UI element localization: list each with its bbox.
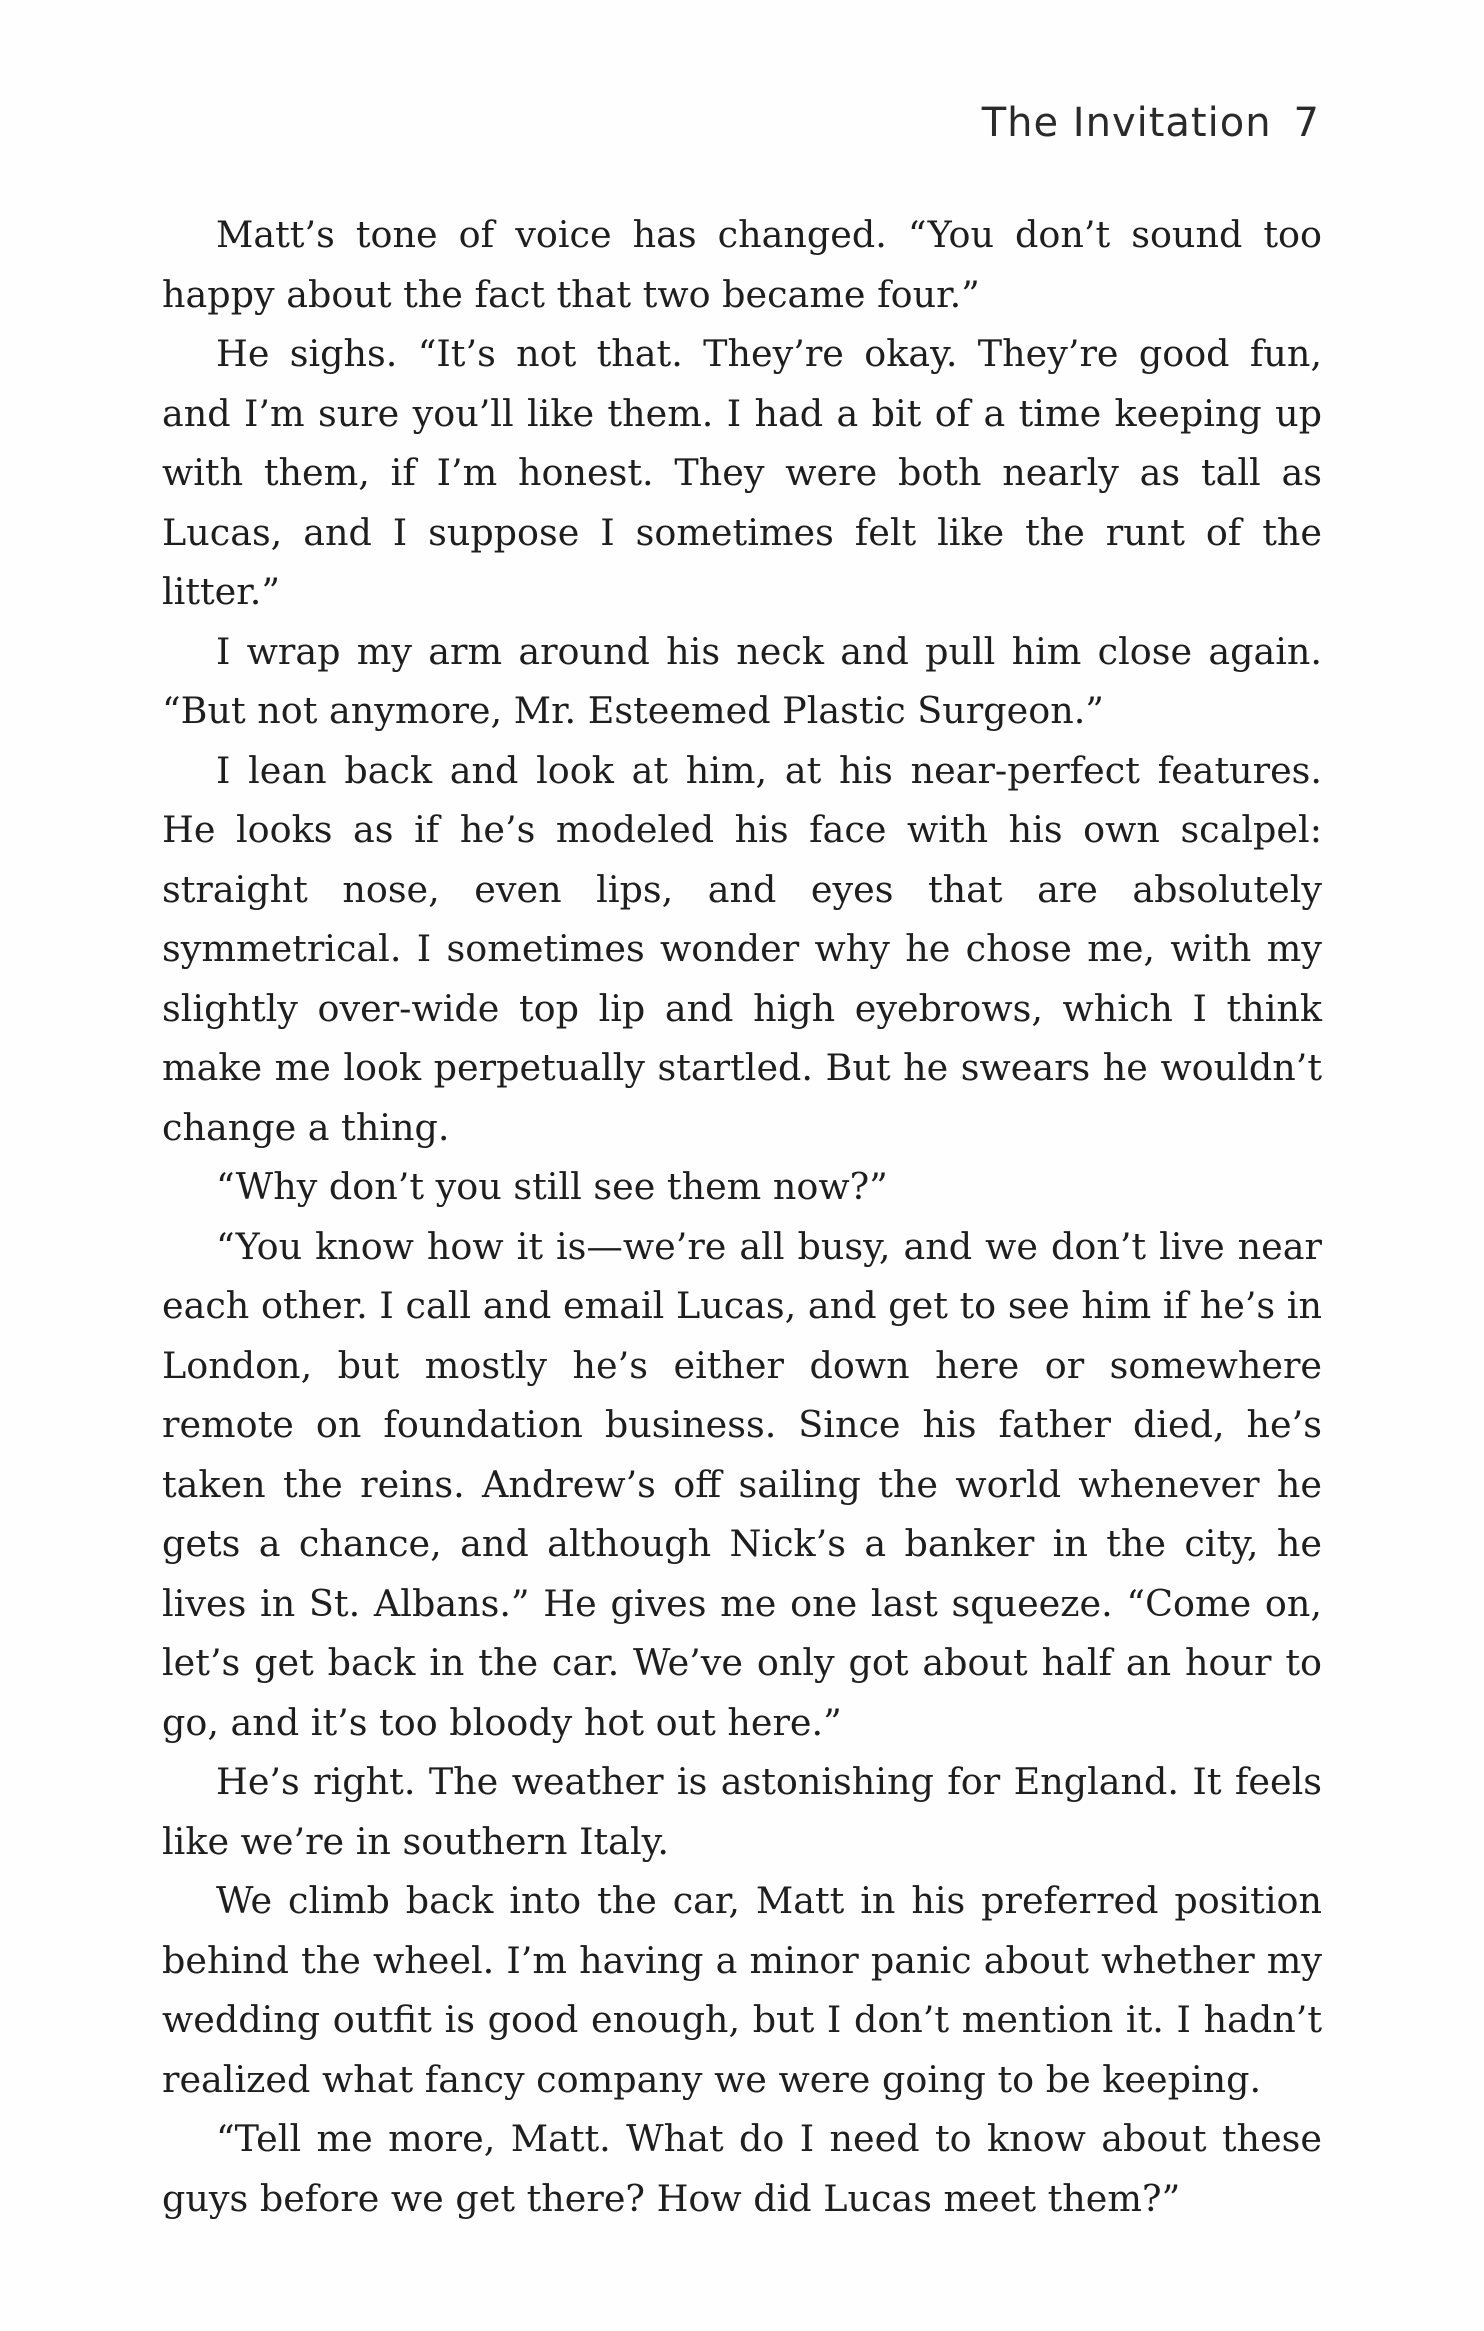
chapter-title: The Invitation [981, 100, 1272, 146]
page-number: 7 [1293, 100, 1320, 146]
paragraph: “Why don’t you still see them now?” [216, 1165, 888, 1208]
paragraph: I lean back and look at him, at his near-perfect features. He looks as if he’s modeled his face with his own scalpel: straight nose, even lips, and eyes that are absolutely symmetrical. I sometimes wonder why he chose me, with my slightly over-wide top lip and high eyebrows, which I think make me look perpetually startled. But he swears he wouldn’t change a thing. [162, 748, 1322, 1149]
body-text [162, 205, 1322, 2228]
paragraph: He’s right. The weather is astonishing for England. It feels like we’re in southern Italy. [162, 1760, 1322, 1863]
paragraph: He sighs. “It’s not that. They’re okay. They’re good fun, and I’m sure you’ll like them. I had a bit of a time keeping up with them, if I’m honest. They were both nearly as tall as Lucas, and I suppose I sometimes felt like the runt of the litter.” [162, 332, 1322, 613]
paragraph: Matt’s tone of voice has changed. “You don’t sound too happy about the fact that two became four.” [162, 213, 1322, 316]
paragraph: “You know how it is—we’re all busy, and we don’t live near each other. I call and email Lucas, and get to see him if he’s in London, but mostly he’s either down here or somewhere remote on foundation business. Since his father died, he’s taken the reins. Andrew’s off sailing the world whenever he gets a chance, and although Nick’s a banker in the city, he lives in St. Albans.” He gives me one last squeeze. “Come on, let’s get back in the car. We’ve only got about half an hour to go, and it’s too bloody hot out here.” [162, 1224, 1322, 1744]
paragraph: “Tell me more, Matt. What do I need to know about these guys before we get there? How did Lucas meet them?” [162, 2117, 1322, 2220]
running-head [982, 100, 1320, 146]
paragraph: I wrap my arm around his neck and pull him close again. “But not anymore, Mr. Esteemed Plastic Surgeon.” [162, 629, 1322, 732]
paragraph: We climb back into the car, Matt in his preferred position behind the wheel. I’m having a minor panic about whether my wedding outfit is good enough, but I don’t mention it. I hadn’t realized what fancy company we were going to be keeping. [162, 1879, 1322, 2101]
